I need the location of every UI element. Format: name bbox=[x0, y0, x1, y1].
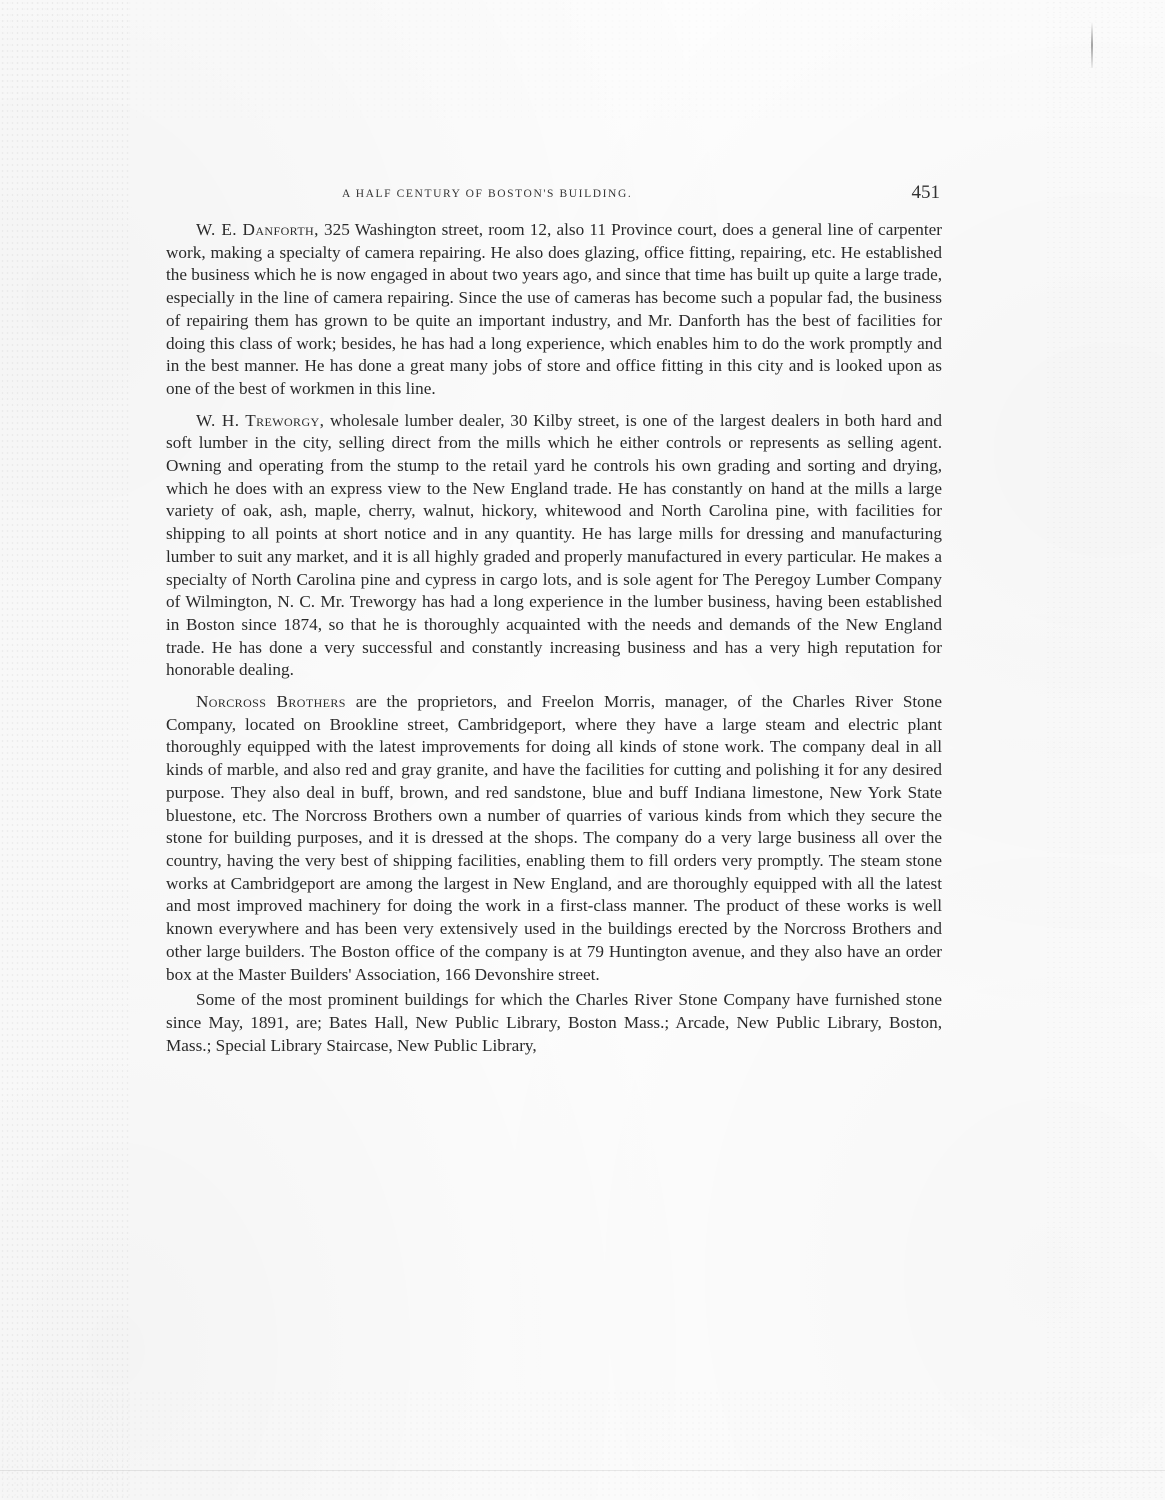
scan-edge-mark bbox=[1091, 22, 1093, 68]
paper-speckle-top bbox=[0, 0, 1165, 120]
paragraph-lead-name: Norcross Brothers bbox=[196, 692, 346, 712]
paper-speckle-bottom bbox=[0, 1390, 1165, 1500]
paragraph-text: 325 Washington street, room 12, also 11 Province court, does a general line of carpenter work, making a specialty of camera repairing. He also does glazing, office fitting, repairing, etc. He established the business which he is now engaged in about two years ago, and since that time has built up quite a large trade, especially in the line of camera repairing. Since the use of cameras has become such a popular fad, the business of repairing them has grown to be quite an important industry, and Mr. Danforth has the best of facilities for doing this class of work; besides, he has had a long experience, which enables him to do the work promptly and in the best manner. He has done a great many jobs of store and office fitting in this city and is looked upon as one of the best of workmen in this line. bbox=[166, 220, 942, 398]
paragraph-text: are the proprietors, and Freelon Morris, manager, of the Charles River Stone Company, located on Brookline street, Cambridgeport, where they have a large steam and electric plant thoroughly equipped with the latest improvements for doing all kinds of stone work. The company deal in all kinds of marble, and also red and gray granite, and have the facilities for cutting and polishing it for any desired purpose. They also deal in buff, brown, and red sandstone, blue and buff Indiana limestone, New York State bluestone, etc. The Norcross Brothers own a number of quarries of various kinds from which they secure the stone for building purposes, and it is dressed at the shops. The company do a very large business all over the country, having the very best of shipping facilities, enabling them to fill orders very promptly. The steam stone works at Cambridgeport are among the largest in New England, and are thoroughly equipped with all the latest and most improved machinery for doing the work in a first-class manner. The product of these works is well known everywhere and has been very extensively used in the buildings erected by the Norcross Brothers and other large builders. The Boston office of the company is at 79 Huntington avenue, and they also have an order box at the Master Builders' Association, 166 Devonshire street. bbox=[166, 692, 942, 984]
paragraph-buildings bbox=[166, 989, 942, 1057]
paper-speckle-right bbox=[1045, 0, 1165, 1500]
body-text bbox=[166, 219, 942, 1057]
paper-speckle-left bbox=[0, 0, 130, 1500]
paragraph-danforth bbox=[166, 219, 942, 401]
scan-bottom-rule bbox=[0, 1470, 1165, 1471]
running-title: A HALF CENTURY OF BOSTON'S BUILDING. bbox=[342, 188, 633, 200]
paragraph-norcross bbox=[166, 691, 942, 986]
paragraph-lead-name: W. H. Treworgy, bbox=[196, 410, 325, 430]
paragraph-treworgy bbox=[166, 410, 942, 682]
page-header bbox=[166, 184, 942, 206]
paragraph-text: Some of the most prominent buildings for which the Charles River Stone Company have furnished stone since May, 1891, are; Bates Hall, New Public Library, Boston Mass.; Arcade, New Public Library, Boston, Mass.; Special Library Staircase, New Public Library, bbox=[166, 990, 942, 1055]
paragraph-text: wholesale lumber dealer, 30 Kilby street, is one of the largest dealers in both hard and soft lumber in the city, selling direct from the mills which he either controls or represents as selling agent. Owning and operating from the stump to the retail yard he controls his own grading and sorting and drying, which he does with an express view to the New England trade. He has constantly on hand at the mills a large variety of oak, ash, maple, cherry, walnut, hickory, whitewood and North Carolina pine, with facilities for shipping to all points at short notice and in any quantity. He has large mills for dressing and manufacturing lumber to suit any market, and it is all highly graded and properly manufactured in every particular. He makes a specialty of North Carolina pine and cypress in cargo lots, and is sole agent for The Peregoy Lumber Company of Wilmington, N. C. Mr. Treworgy has had a long experience in the lumber business, having been established in Boston since 1874, so that he is thoroughly acquainted with the needs and demands of the New England trade. He has done a very successful and constantly increasing business and has a very high reputation for honorable dealing. bbox=[166, 410, 942, 680]
paragraph-lead-name: W. E. Danforth, bbox=[196, 220, 319, 239]
page-number: 451 bbox=[911, 182, 940, 203]
